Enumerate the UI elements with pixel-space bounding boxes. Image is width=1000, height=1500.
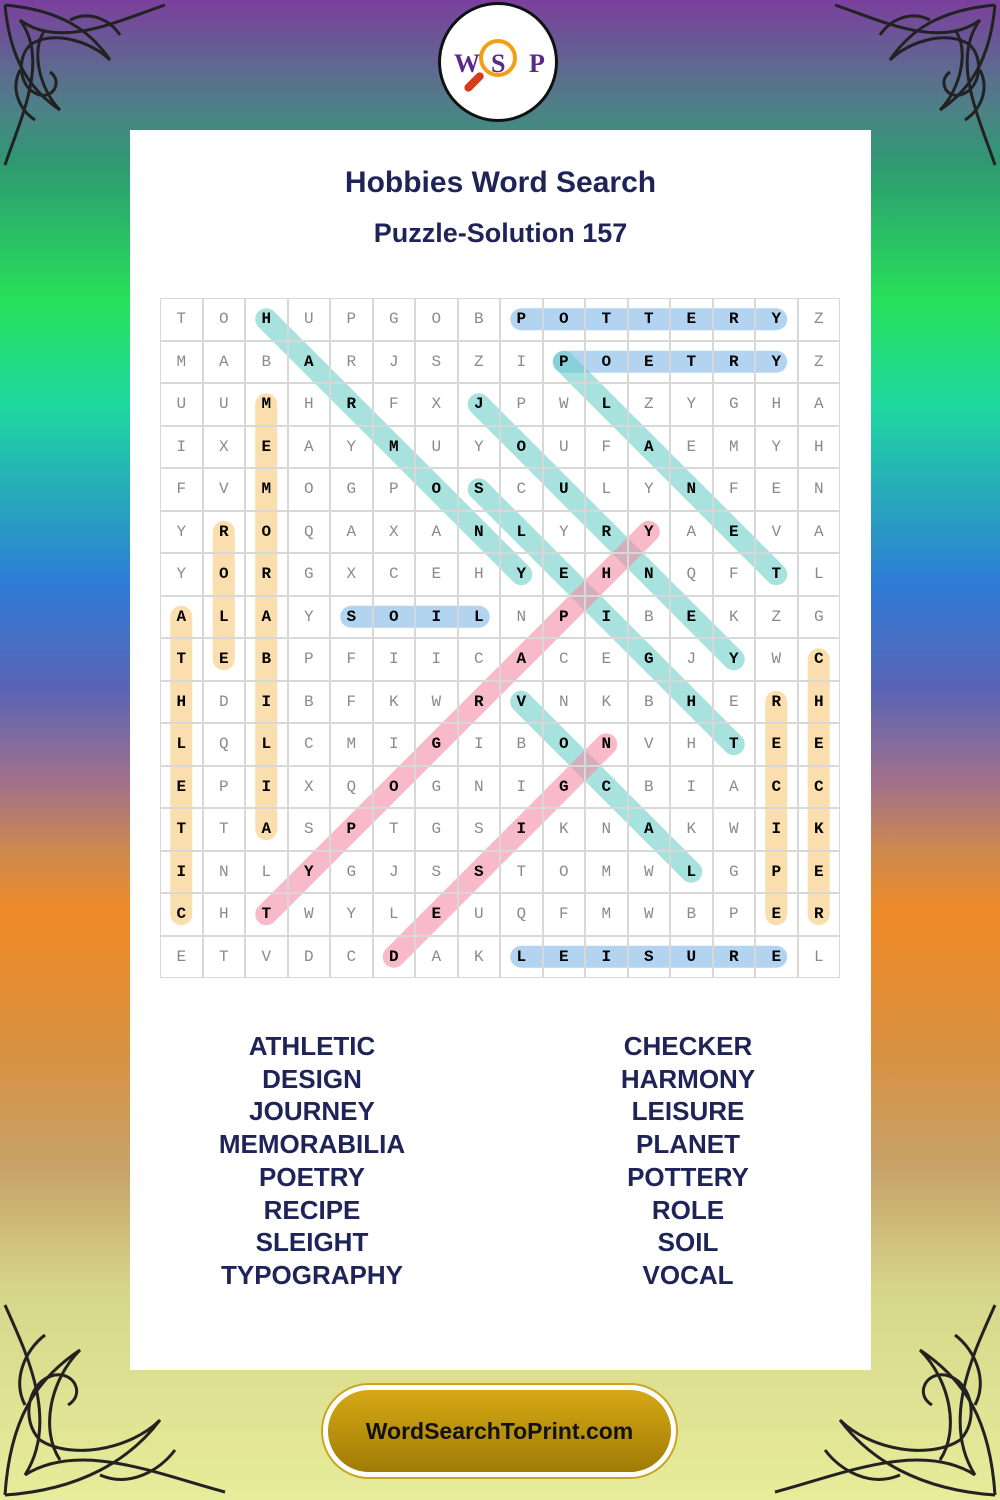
grid-cell: M <box>160 341 203 384</box>
grid-cell: F <box>585 426 628 469</box>
grid-cell: M <box>585 893 628 936</box>
grid-cell: T <box>755 553 798 596</box>
grid-cell: Z <box>798 298 841 341</box>
grid-cell: V <box>628 723 671 766</box>
grid-cell: L <box>245 851 288 894</box>
wsp-logo <box>438 2 558 122</box>
grid-cell: H <box>670 723 713 766</box>
grid-cell: V <box>500 681 543 724</box>
word-list-item: ROLE <box>651 1194 725 1225</box>
grid-cell: Q <box>203 723 246 766</box>
grid-cell: W <box>543 383 586 426</box>
grid-cell: E <box>543 553 586 596</box>
grid-cell: E <box>670 426 713 469</box>
grid-cell: O <box>543 851 586 894</box>
grid-cell: M <box>245 468 288 511</box>
site-link-button[interactable] <box>323 1385 676 1477</box>
grid-cell: C <box>585 766 628 809</box>
grid-cell: F <box>160 468 203 511</box>
grid-cell: C <box>458 638 501 681</box>
grid-cell: U <box>160 383 203 426</box>
grid-cell: H <box>755 383 798 426</box>
site-link-label: WordSearchToPrint.com <box>365 1417 634 1444</box>
grid-cell: C <box>543 638 586 681</box>
grid-cell: P <box>288 638 331 681</box>
grid-cell: P <box>543 596 586 639</box>
grid-cell: C <box>755 766 798 809</box>
grid-cell: T <box>500 851 543 894</box>
grid-cell: Q <box>288 511 331 554</box>
grid-cell: L <box>245 723 288 766</box>
grid-cell: J <box>373 851 416 894</box>
grid-cell: S <box>458 468 501 511</box>
word-list-item: PLANET <box>636 1129 740 1160</box>
grid-cell: I <box>415 638 458 681</box>
grid-cell: R <box>755 681 798 724</box>
grid-cell: S <box>288 808 331 851</box>
grid-cell: Z <box>628 383 671 426</box>
word-list-item: VOCAL <box>642 1259 734 1290</box>
grid-cell: R <box>713 298 756 341</box>
grid-cell: X <box>203 426 246 469</box>
grid-cell: Q <box>330 766 373 809</box>
word-list-item: SLEIGHT <box>255 1227 369 1258</box>
grid-cell: A <box>628 808 671 851</box>
grid-cell: E <box>670 596 713 639</box>
word-list-item: POETRY <box>259 1161 365 1192</box>
grid-cell: P <box>713 893 756 936</box>
grid-cell: H <box>160 681 203 724</box>
grid-cell: L <box>458 596 501 639</box>
grid-cell: J <box>458 383 501 426</box>
grid-cell: Q <box>500 893 543 936</box>
grid-cell: P <box>543 341 586 384</box>
grid-cell: O <box>415 298 458 341</box>
grid-cell: Y <box>288 596 331 639</box>
grid-cell: R <box>330 383 373 426</box>
grid-cell: H <box>798 681 841 724</box>
grid-cell: N <box>585 723 628 766</box>
grid-cell: A <box>288 426 331 469</box>
grid-cell: X <box>288 766 331 809</box>
grid-cell: N <box>500 596 543 639</box>
grid-cell: N <box>798 468 841 511</box>
grid-cell: I <box>245 766 288 809</box>
grid-cell: O <box>203 553 246 596</box>
grid-cell: C <box>330 936 373 979</box>
grid-cell: A <box>798 511 841 554</box>
grid-cell: F <box>713 553 756 596</box>
grid-cell: S <box>458 851 501 894</box>
grid-cell: K <box>670 808 713 851</box>
grid-cell: P <box>500 298 543 341</box>
grid-cell: T <box>160 808 203 851</box>
grid-cell: Q <box>670 553 713 596</box>
grid-cell: K <box>585 681 628 724</box>
grid-cell: H <box>288 383 331 426</box>
grid-cell: T <box>373 808 416 851</box>
grid-cell: R <box>458 681 501 724</box>
grid-cell: T <box>670 341 713 384</box>
grid-cell: G <box>330 851 373 894</box>
grid-cell: D <box>288 936 331 979</box>
grid-cell: P <box>330 298 373 341</box>
grid-cell: A <box>713 766 756 809</box>
word-list-item: HARMONY <box>620 1063 756 1094</box>
grid-cell: G <box>713 383 756 426</box>
grid-cell: V <box>755 511 798 554</box>
grid-cell: E <box>755 936 798 979</box>
grid-cell: A <box>288 341 331 384</box>
grid-cell: A <box>160 596 203 639</box>
grid-cell: N <box>628 553 671 596</box>
grid-cell: Z <box>755 596 798 639</box>
grid-cell: B <box>500 723 543 766</box>
grid-cell: S <box>415 851 458 894</box>
grid-cell: U <box>203 383 246 426</box>
grid-cell: W <box>713 808 756 851</box>
grid-cell: Y <box>500 553 543 596</box>
grid-cell: A <box>415 511 458 554</box>
grid-cell: H <box>798 426 841 469</box>
grid-cell: Y <box>755 341 798 384</box>
word-list-item: JOURNEY <box>249 1096 375 1127</box>
grid-cell: I <box>458 723 501 766</box>
grid-cell: J <box>670 638 713 681</box>
grid-cell: J <box>373 341 416 384</box>
grid-cell: T <box>245 893 288 936</box>
grid-cell: X <box>373 511 416 554</box>
grid-cell: G <box>373 298 416 341</box>
grid-cell: E <box>798 723 841 766</box>
grid-cell: B <box>628 766 671 809</box>
grid-cell: B <box>628 681 671 724</box>
word-list-item: SOIL <box>657 1227 719 1258</box>
grid-cell: N <box>543 681 586 724</box>
grid-cell: F <box>373 383 416 426</box>
grid-cell: Y <box>160 511 203 554</box>
grid-cell: O <box>543 298 586 341</box>
grid-cell: Y <box>628 468 671 511</box>
grid-cell: I <box>500 808 543 851</box>
grid-cell: R <box>203 511 246 554</box>
grid-cell: O <box>585 341 628 384</box>
grid-cell: V <box>203 468 246 511</box>
grid-cell: S <box>330 596 373 639</box>
grid-cell: E <box>415 893 458 936</box>
grid-cell: B <box>458 298 501 341</box>
grid-cell: H <box>585 553 628 596</box>
grid-cell: O <box>373 766 416 809</box>
grid-cell: P <box>373 468 416 511</box>
grid-cell: R <box>713 341 756 384</box>
grid-cell: A <box>330 511 373 554</box>
grid-cell: T <box>203 808 246 851</box>
grid-cell: B <box>670 893 713 936</box>
grid-cell: Y <box>670 383 713 426</box>
grid-cell: O <box>415 468 458 511</box>
word-list-item: DESIGN <box>262 1063 362 1094</box>
grid-cell: B <box>288 681 331 724</box>
grid-cell: N <box>458 511 501 554</box>
grid-cell: C <box>798 638 841 681</box>
grid-cell: N <box>203 851 246 894</box>
grid-cell: Y <box>755 426 798 469</box>
grid-cell: H <box>458 553 501 596</box>
grid-cell: A <box>500 638 543 681</box>
grid-cell: G <box>415 808 458 851</box>
grid-cell: O <box>500 426 543 469</box>
grid-cell: E <box>755 723 798 766</box>
grid-cell: R <box>330 341 373 384</box>
logo-letter: P <box>529 49 545 78</box>
grid-cell: U <box>670 936 713 979</box>
grid-cell: L <box>373 893 416 936</box>
grid-cell: A <box>670 511 713 554</box>
grid-cell: A <box>798 383 841 426</box>
grid-cell: O <box>373 596 416 639</box>
word-list-item: RECIPE <box>263 1194 361 1225</box>
grid-cell: T <box>160 638 203 681</box>
grid-cell: I <box>160 426 203 469</box>
word-list-item: POTTERY <box>627 1161 749 1192</box>
grid-cell: G <box>713 851 756 894</box>
grid-cell: T <box>160 298 203 341</box>
grid-cell: L <box>585 383 628 426</box>
grid-cell: M <box>330 723 373 766</box>
grid-cell: E <box>245 426 288 469</box>
grid-cell: E <box>755 893 798 936</box>
grid-cell: E <box>585 638 628 681</box>
grid-cell: F <box>713 468 756 511</box>
grid-cell: R <box>713 936 756 979</box>
grid-cell: E <box>713 511 756 554</box>
grid-cell: E <box>628 341 671 384</box>
grid-cell: Y <box>628 511 671 554</box>
grid-cell: C <box>160 893 203 936</box>
grid-cell: I <box>373 723 416 766</box>
grid-cell: U <box>543 426 586 469</box>
grid-cell: F <box>543 893 586 936</box>
word-list-right <box>538 1030 838 1292</box>
grid-cell: M <box>713 426 756 469</box>
grid-cell: B <box>245 638 288 681</box>
grid-cell: W <box>755 638 798 681</box>
grid-cell: O <box>543 723 586 766</box>
grid-cell: H <box>670 681 713 724</box>
grid-cell: K <box>458 936 501 979</box>
grid-cell: E <box>415 553 458 596</box>
grid-cell: I <box>160 851 203 894</box>
grid-cell: K <box>373 681 416 724</box>
grid-cell: Y <box>288 851 331 894</box>
grid-cell: Y <box>330 426 373 469</box>
grid-cell: X <box>415 383 458 426</box>
grid-cell: L <box>798 553 841 596</box>
grid-cell: I <box>415 596 458 639</box>
grid-cell: N <box>670 468 713 511</box>
grid-cell: B <box>245 341 288 384</box>
grid-cell: R <box>585 511 628 554</box>
word-list-item: MEMORABILIA <box>218 1129 406 1160</box>
grid-cell: G <box>415 723 458 766</box>
grid-cell: E <box>160 936 203 979</box>
grid-cell: I <box>373 638 416 681</box>
page-subtitle: Puzzle-Solution 157 <box>373 218 628 248</box>
grid-cell: H <box>245 298 288 341</box>
grid-cell: Y <box>458 426 501 469</box>
grid-cell: Z <box>798 341 841 384</box>
grid-cell: F <box>330 638 373 681</box>
grid-cell: A <box>415 936 458 979</box>
grid-cell: I <box>755 808 798 851</box>
grid-cell: K <box>543 808 586 851</box>
grid-cell: W <box>628 851 671 894</box>
grid-cell: D <box>373 936 416 979</box>
grid-cell: L <box>670 851 713 894</box>
grid-cell: T <box>628 298 671 341</box>
word-list-item: LEISURE <box>631 1096 745 1127</box>
grid-cell: V <box>245 936 288 979</box>
grid-cell: L <box>798 936 841 979</box>
grid-cell: O <box>245 511 288 554</box>
grid-cell: U <box>543 468 586 511</box>
grid-cell: T <box>203 936 246 979</box>
grid-cell: R <box>798 893 841 936</box>
grid-cell: F <box>330 681 373 724</box>
grid-cell: S <box>628 936 671 979</box>
grid-cell: E <box>160 766 203 809</box>
grid-cell: A <box>245 808 288 851</box>
grid-cell: B <box>628 596 671 639</box>
grid-cell: S <box>458 808 501 851</box>
grid-cell: I <box>245 681 288 724</box>
grid-cell: Y <box>543 511 586 554</box>
grid-cell: M <box>245 383 288 426</box>
grid-cell: C <box>373 553 416 596</box>
grid-cell: Y <box>160 553 203 596</box>
word-list-item: TYPOGRAPHY <box>220 1259 404 1290</box>
grid-cell: R <box>245 553 288 596</box>
word-list-left <box>162 1030 462 1292</box>
grid-cell: W <box>415 681 458 724</box>
grid-cell: I <box>585 596 628 639</box>
grid-cell: M <box>373 426 416 469</box>
grid-cell: X <box>330 553 373 596</box>
logo-letter: W <box>454 49 480 78</box>
grid-cell: E <box>203 638 246 681</box>
grid-cell: E <box>755 468 798 511</box>
grid-cell: G <box>543 766 586 809</box>
grid-cell: I <box>670 766 713 809</box>
grid-cell: W <box>288 893 331 936</box>
page-title: Hobbies Word Search <box>344 166 657 199</box>
puzzle-card <box>130 130 871 1370</box>
grid-cell: C <box>288 723 331 766</box>
grid-cell: U <box>458 893 501 936</box>
grid-cell: P <box>755 851 798 894</box>
grid-cell: Y <box>330 893 373 936</box>
grid-cell: A <box>628 426 671 469</box>
grid-cell: Y <box>755 298 798 341</box>
grid-cell: A <box>203 341 246 384</box>
grid-cell: U <box>415 426 458 469</box>
grid-cell: G <box>798 596 841 639</box>
grid-cell: O <box>203 298 246 341</box>
grid-cell: E <box>543 936 586 979</box>
grid-cell: W <box>628 893 671 936</box>
grid-cell: K <box>713 596 756 639</box>
grid-cell: A <box>245 596 288 639</box>
grid-cell: I <box>500 341 543 384</box>
grid-cell: I <box>500 766 543 809</box>
grid-cell: P <box>330 808 373 851</box>
grid-cell: E <box>670 298 713 341</box>
grid-cell: D <box>203 681 246 724</box>
grid-cell: L <box>500 511 543 554</box>
grid-cell: G <box>288 553 331 596</box>
grid-cell: M <box>585 851 628 894</box>
grid-cell: U <box>288 298 331 341</box>
grid-cell: G <box>628 638 671 681</box>
grid-cell: T <box>585 298 628 341</box>
grid-cell: H <box>203 893 246 936</box>
grid-cell: P <box>203 766 246 809</box>
grid-cell: G <box>330 468 373 511</box>
grid-cell: N <box>585 808 628 851</box>
grid-cell: Z <box>458 341 501 384</box>
grid-cell: C <box>500 468 543 511</box>
grid-cell: L <box>585 468 628 511</box>
grid-cell: S <box>415 341 458 384</box>
grid-cell: N <box>458 766 501 809</box>
grid-cell: C <box>798 766 841 809</box>
grid-cell: P <box>500 383 543 426</box>
grid-cell: K <box>798 808 841 851</box>
grid-cell: Y <box>713 638 756 681</box>
grid-cell: E <box>713 681 756 724</box>
grid-cell: I <box>585 936 628 979</box>
grid-cell: T <box>713 723 756 766</box>
word-list-item: ATHLETIC <box>248 1031 376 1061</box>
grid-cell: L <box>203 596 246 639</box>
grid-cell: O <box>288 468 331 511</box>
grid-cell: L <box>160 723 203 766</box>
word-search-grid <box>160 298 840 978</box>
logo-letter: S <box>491 49 506 78</box>
grid-cell: E <box>798 851 841 894</box>
word-list-item: CHECKER <box>623 1031 753 1061</box>
grid-cell: L <box>500 936 543 979</box>
grid-cell: G <box>415 766 458 809</box>
